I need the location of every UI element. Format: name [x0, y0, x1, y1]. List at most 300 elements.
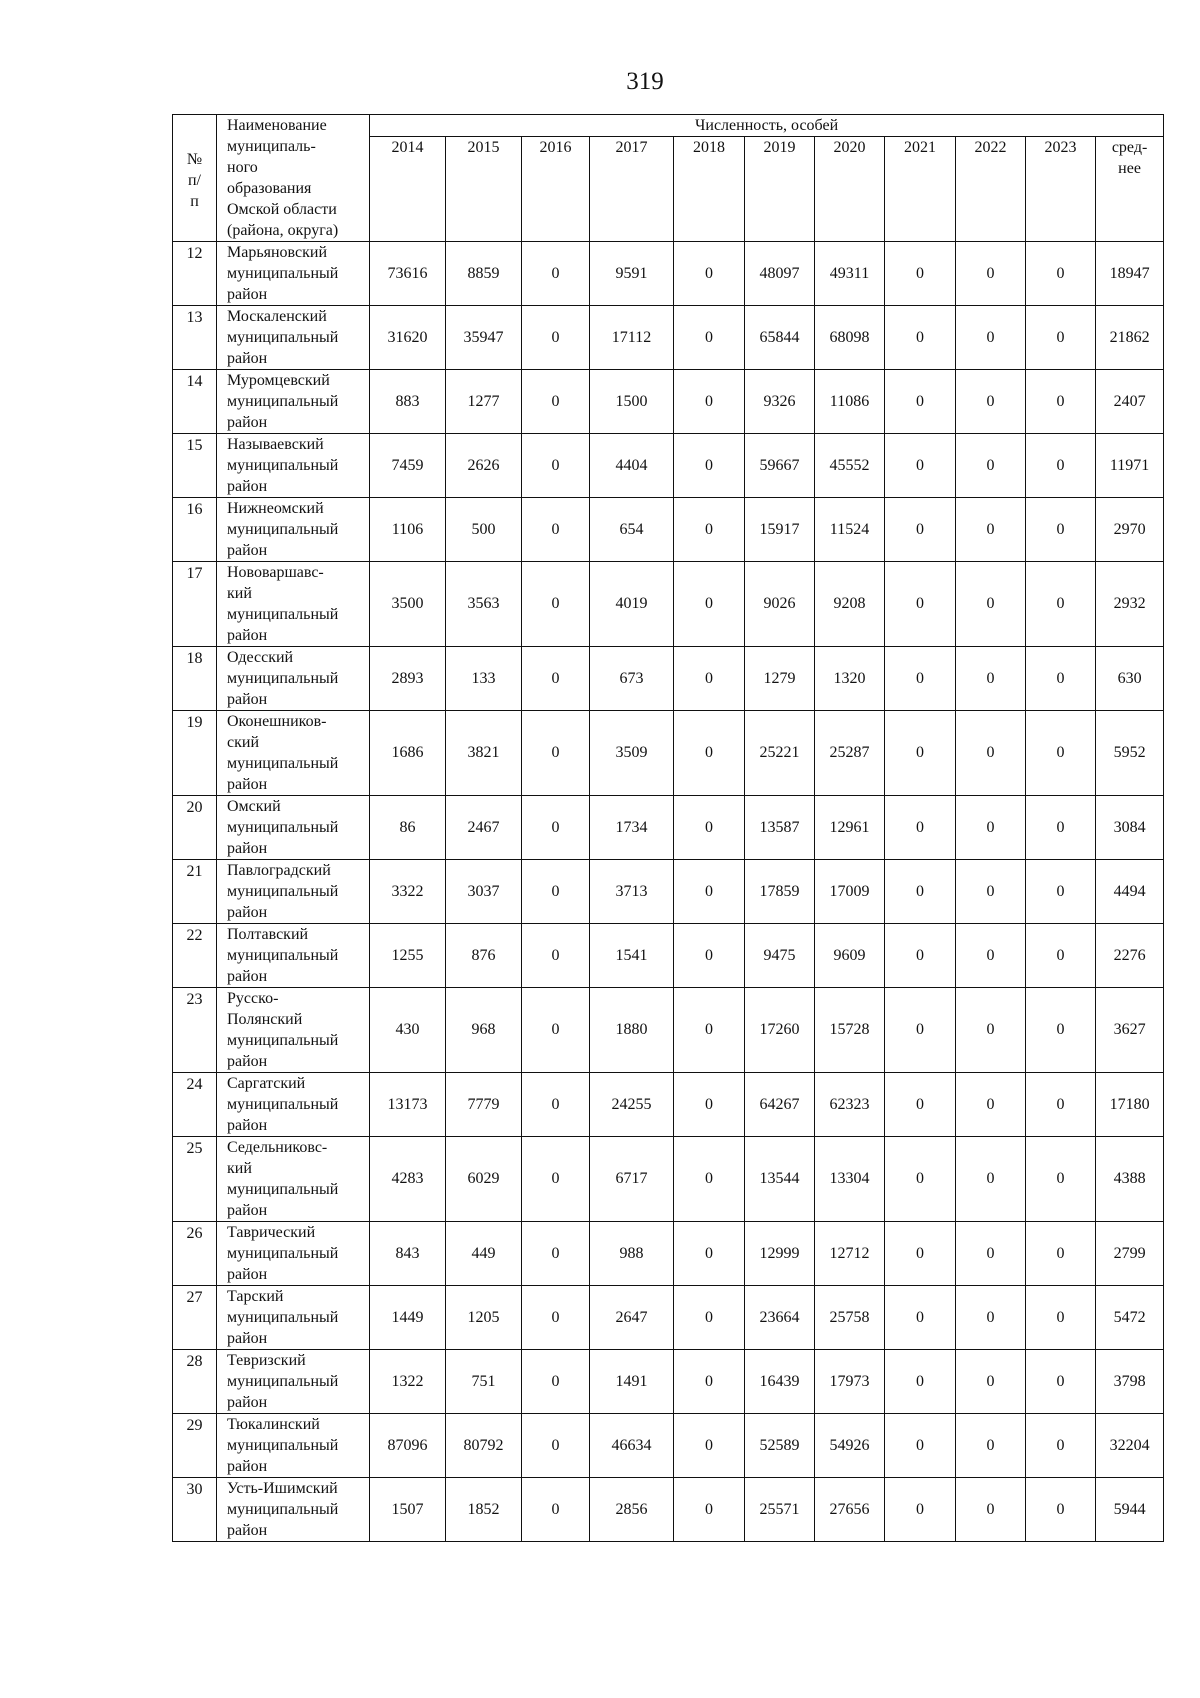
year-value: 0	[522, 370, 590, 434]
district-name-line: кий	[227, 585, 252, 602]
district-name-line: Усть-Ишимский	[227, 1480, 338, 1497]
year-value: 843	[370, 1222, 446, 1286]
district-name-line: район	[227, 350, 268, 367]
year-value: 0	[956, 434, 1026, 498]
year-value: 65844	[745, 306, 815, 370]
year-value: 7459	[370, 434, 446, 498]
table-row	[173, 562, 1164, 647]
year-value: 0	[674, 1478, 745, 1542]
district-name-line: район	[227, 776, 268, 793]
district-name-line: Муромцевский	[227, 372, 330, 389]
year-value: 0	[885, 860, 956, 924]
district-name-line: Нижнеомский	[227, 500, 324, 517]
page-number: 319	[626, 68, 664, 95]
year-value: 0	[1026, 1414, 1096, 1478]
year-value: 0	[956, 1137, 1026, 1222]
header-year: 2018	[674, 137, 745, 242]
district-name-line: Нововаршавс-	[227, 564, 324, 581]
row-number: 18	[173, 647, 217, 711]
year-value: 73616	[370, 242, 446, 306]
year-value: 3509	[590, 711, 674, 796]
year-value: 25221	[745, 711, 815, 796]
average-value: 18947	[1096, 242, 1164, 306]
year-value: 0	[674, 306, 745, 370]
year-value: 449	[446, 1222, 522, 1286]
table-row	[173, 1222, 1164, 1286]
table-row	[173, 1137, 1164, 1222]
row-number: 22	[173, 924, 217, 988]
district-name-line: муниципальный	[227, 1096, 339, 1113]
year-value: 0	[956, 988, 1026, 1073]
year-value: 11524	[815, 498, 885, 562]
year-value: 12961	[815, 796, 885, 860]
district-name	[217, 1222, 370, 1286]
year-value: 2893	[370, 647, 446, 711]
year-value: 31620	[370, 306, 446, 370]
year-value: 86	[370, 796, 446, 860]
year-value: 876	[446, 924, 522, 988]
year-value: 883	[370, 370, 446, 434]
year-value: 6029	[446, 1137, 522, 1222]
average-value: 2276	[1096, 924, 1164, 988]
header-text-line: п/	[187, 172, 201, 189]
row-number: 20	[173, 796, 217, 860]
row-number: 30	[173, 1478, 217, 1542]
year-value: 7779	[446, 1073, 522, 1137]
district-name	[217, 988, 370, 1073]
year-value: 0	[674, 1286, 745, 1350]
row-number: 25	[173, 1137, 217, 1222]
district-name-line: муниципальный	[227, 1309, 339, 1326]
year-value: 9026	[745, 562, 815, 647]
year-value: 0	[674, 1222, 745, 1286]
year-value: 9475	[745, 924, 815, 988]
table-row	[173, 242, 1164, 306]
year-value: 0	[956, 796, 1026, 860]
year-value: 4019	[590, 562, 674, 647]
year-value: 12999	[745, 1222, 815, 1286]
year-value: 0	[522, 988, 590, 1073]
year-value: 1686	[370, 711, 446, 796]
year-value: 1255	[370, 924, 446, 988]
year-value: 68098	[815, 306, 885, 370]
district-name-line: муниципальный	[227, 393, 339, 410]
year-value: 0	[1026, 1073, 1096, 1137]
district-name-line: муниципальный	[227, 819, 339, 836]
average-value: 21862	[1096, 306, 1164, 370]
table-row	[173, 370, 1164, 434]
district-name-line: район	[227, 414, 268, 431]
table-row	[173, 924, 1164, 988]
district-name-line: район	[227, 1117, 268, 1134]
year-value: 8859	[446, 242, 522, 306]
year-value: 0	[885, 1073, 956, 1137]
year-value: 0	[885, 647, 956, 711]
year-value: 0	[1026, 1286, 1096, 1350]
header-text-line: п	[190, 193, 199, 210]
district-name	[217, 924, 370, 988]
district-name-line: муниципальный	[227, 670, 339, 687]
district-name-line: район	[227, 1394, 268, 1411]
year-value: 0	[885, 924, 956, 988]
header-text-line: (района, округа)	[227, 222, 339, 239]
year-value: 0	[1026, 562, 1096, 647]
table-row	[173, 988, 1164, 1073]
year-value: 4283	[370, 1137, 446, 1222]
district-name-line: Саргатский	[227, 1075, 306, 1092]
year-value: 0	[885, 1137, 956, 1222]
header-text-line: образования	[227, 180, 312, 197]
year-value: 0	[885, 1222, 956, 1286]
year-value: 0	[522, 242, 590, 306]
district-name-line: муниципальный	[227, 329, 339, 346]
year-value: 0	[1026, 796, 1096, 860]
year-value: 3322	[370, 860, 446, 924]
year-value: 0	[522, 647, 590, 711]
year-value: 46634	[590, 1414, 674, 1478]
row-number: 26	[173, 1222, 217, 1286]
year-value: 11086	[815, 370, 885, 434]
district-name-line: муниципальный	[227, 883, 339, 900]
district-name-line: район	[227, 1330, 268, 1347]
year-value: 0	[956, 1414, 1026, 1478]
year-value: 1449	[370, 1286, 446, 1350]
year-value: 0	[956, 711, 1026, 796]
year-value: 0	[522, 1073, 590, 1137]
year-value: 751	[446, 1350, 522, 1414]
year-value: 0	[956, 924, 1026, 988]
year-value: 24255	[590, 1073, 674, 1137]
year-value: 1322	[370, 1350, 446, 1414]
table-row	[173, 796, 1164, 860]
district-name-line: район	[227, 840, 268, 857]
row-number: 12	[173, 242, 217, 306]
year-value: 0	[1026, 988, 1096, 1073]
year-value: 27656	[815, 1478, 885, 1542]
table-row	[173, 860, 1164, 924]
year-value: 3713	[590, 860, 674, 924]
district-name	[217, 796, 370, 860]
year-value: 0	[522, 498, 590, 562]
district-name	[217, 370, 370, 434]
header-year: 2014	[370, 137, 446, 242]
year-value: 0	[1026, 1478, 1096, 1542]
district-name-line: Русско-	[227, 990, 279, 1007]
year-value: 52589	[745, 1414, 815, 1478]
year-value: 0	[522, 1222, 590, 1286]
header-year: 2021	[885, 137, 956, 242]
district-name-line: муниципальный	[227, 1373, 339, 1390]
average-value: 3798	[1096, 1350, 1164, 1414]
average-value: 4388	[1096, 1137, 1164, 1222]
year-value: 1106	[370, 498, 446, 562]
year-value: 0	[522, 796, 590, 860]
district-name-line: ский	[227, 734, 259, 751]
header-year: 2017	[590, 137, 674, 242]
row-number: 14	[173, 370, 217, 434]
year-value: 0	[885, 1286, 956, 1350]
district-name-line: муниципальный	[227, 1437, 339, 1454]
year-value: 0	[956, 1073, 1026, 1137]
year-value: 0	[1026, 1350, 1096, 1414]
district-name-line: муниципальный	[227, 265, 339, 282]
year-value: 17009	[815, 860, 885, 924]
year-value: 0	[1026, 711, 1096, 796]
year-value: 0	[885, 988, 956, 1073]
year-value: 0	[956, 370, 1026, 434]
district-name	[217, 1137, 370, 1222]
year-value: 133	[446, 647, 522, 711]
year-value: 6717	[590, 1137, 674, 1222]
header-text-line: №	[186, 151, 203, 168]
year-value: 0	[522, 1414, 590, 1478]
header-year: 2022	[956, 137, 1026, 242]
year-value: 0	[522, 1478, 590, 1542]
row-number: 27	[173, 1286, 217, 1350]
year-value: 2467	[446, 796, 522, 860]
district-name-line: Полтавский	[227, 926, 309, 943]
row-number: 19	[173, 711, 217, 796]
year-value: 17260	[745, 988, 815, 1073]
year-value: 0	[522, 434, 590, 498]
year-value: 9609	[815, 924, 885, 988]
average-value: 32204	[1096, 1414, 1164, 1478]
district-name-line: Тевризский	[227, 1352, 306, 1369]
year-value: 0	[674, 370, 745, 434]
year-value: 17112	[590, 306, 674, 370]
row-number: 13	[173, 306, 217, 370]
year-value: 16439	[745, 1350, 815, 1414]
year-value: 0	[1026, 647, 1096, 711]
year-value: 1507	[370, 1478, 446, 1542]
average-value: 5952	[1096, 711, 1164, 796]
year-value: 25287	[815, 711, 885, 796]
district-name-line: район	[227, 1522, 268, 1539]
year-value: 80792	[446, 1414, 522, 1478]
header-number-column	[173, 115, 217, 242]
table-row	[173, 306, 1164, 370]
row-number: 29	[173, 1414, 217, 1478]
year-value: 0	[1026, 242, 1096, 306]
table-row	[173, 434, 1164, 498]
year-value: 15917	[745, 498, 815, 562]
year-value: 0	[885, 711, 956, 796]
year-value: 54926	[815, 1414, 885, 1478]
district-name-line: муниципальный	[227, 1181, 339, 1198]
year-value: 0	[1026, 1137, 1096, 1222]
district-name	[217, 306, 370, 370]
year-value: 9591	[590, 242, 674, 306]
year-value: 0	[1026, 306, 1096, 370]
district-name-line: район	[227, 1266, 268, 1283]
average-value: 5944	[1096, 1478, 1164, 1542]
district-name	[217, 1286, 370, 1350]
year-value: 0	[674, 924, 745, 988]
year-value: 0	[956, 1286, 1026, 1350]
average-value: 3627	[1096, 988, 1164, 1073]
district-name-line: район	[227, 542, 268, 559]
district-name-line: Павлоградский	[227, 862, 331, 879]
year-value: 0	[1026, 924, 1096, 988]
year-value: 0	[956, 647, 1026, 711]
year-value: 500	[446, 498, 522, 562]
year-value: 48097	[745, 242, 815, 306]
table-row	[173, 1350, 1164, 1414]
row-number: 16	[173, 498, 217, 562]
table-body	[173, 242, 1164, 1542]
year-value: 0	[674, 434, 745, 498]
district-name	[217, 434, 370, 498]
year-value: 0	[674, 647, 745, 711]
year-value: 0	[522, 1350, 590, 1414]
header-name-column	[217, 115, 370, 242]
district-name-line: муниципальный	[227, 1032, 339, 1049]
year-value: 0	[674, 1414, 745, 1478]
year-value: 0	[674, 1073, 745, 1137]
year-value: 0	[885, 1350, 956, 1414]
year-value: 1205	[446, 1286, 522, 1350]
year-value: 0	[956, 242, 1026, 306]
year-value: 0	[885, 242, 956, 306]
district-name-line: район	[227, 286, 268, 303]
year-value: 0	[885, 1414, 956, 1478]
year-value: 3037	[446, 860, 522, 924]
year-value: 430	[370, 988, 446, 1073]
district-name-line: район	[227, 1202, 268, 1219]
district-name-line: Тюкалинский	[227, 1416, 320, 1433]
year-value: 0	[1026, 434, 1096, 498]
district-name-line: Одесский	[227, 649, 294, 666]
year-value: 0	[674, 988, 745, 1073]
year-value: 0	[674, 498, 745, 562]
header-year: 2019	[745, 137, 815, 242]
average-value: 2932	[1096, 562, 1164, 647]
district-name	[217, 647, 370, 711]
header-text-line: муниципаль-	[227, 138, 316, 155]
year-value: 45552	[815, 434, 885, 498]
year-value: 0	[1026, 1222, 1096, 1286]
district-name-line: кий	[227, 1160, 252, 1177]
year-value: 0	[674, 711, 745, 796]
year-value: 25758	[815, 1286, 885, 1350]
table-row	[173, 1286, 1164, 1350]
year-value: 0	[956, 1478, 1026, 1542]
header-year: 2016	[522, 137, 590, 242]
header-year: 2015	[446, 137, 522, 242]
year-value: 0	[1026, 860, 1096, 924]
header-text-line: нее	[1118, 160, 1141, 177]
year-value: 0	[522, 924, 590, 988]
year-value: 0	[885, 370, 956, 434]
district-name-line: муниципальный	[227, 457, 339, 474]
district-name-line: район	[227, 1458, 268, 1475]
district-name	[217, 1350, 370, 1414]
year-value: 673	[590, 647, 674, 711]
header-text-line: сред-	[1111, 139, 1148, 156]
district-name	[217, 562, 370, 647]
year-value: 0	[674, 1137, 745, 1222]
year-value: 0	[885, 306, 956, 370]
district-name-line: Таврический	[227, 1224, 316, 1241]
year-value: 0	[522, 1286, 590, 1350]
year-value: 1500	[590, 370, 674, 434]
district-name-line: муниципальный	[227, 947, 339, 964]
year-value: 0	[956, 562, 1026, 647]
year-value: 9208	[815, 562, 885, 647]
table-row	[173, 1414, 1164, 1478]
year-value: 0	[522, 711, 590, 796]
average-value: 2407	[1096, 370, 1164, 434]
header-year: 2023	[1026, 137, 1096, 242]
year-value: 2647	[590, 1286, 674, 1350]
average-value: 11971	[1096, 434, 1164, 498]
average-value: 2970	[1096, 498, 1164, 562]
year-value: 1541	[590, 924, 674, 988]
year-value: 0	[674, 242, 745, 306]
year-value: 1852	[446, 1478, 522, 1542]
year-value: 0	[885, 434, 956, 498]
district-name-line: район	[227, 691, 268, 708]
year-value: 87096	[370, 1414, 446, 1478]
row-number: 15	[173, 434, 217, 498]
year-value: 0	[1026, 370, 1096, 434]
year-value: 12712	[815, 1222, 885, 1286]
district-name-line: Тарский	[227, 1288, 284, 1305]
district-name-line: Марьяновский	[227, 244, 328, 261]
district-name-line: район	[227, 1053, 268, 1070]
year-value: 0	[674, 796, 745, 860]
year-value: 2856	[590, 1478, 674, 1542]
district-name-line: Москаленский	[227, 308, 327, 325]
district-name	[217, 498, 370, 562]
row-number: 23	[173, 988, 217, 1073]
row-number: 17	[173, 562, 217, 647]
table-row	[173, 1478, 1164, 1542]
average-value: 17180	[1096, 1073, 1164, 1137]
year-value: 988	[590, 1222, 674, 1286]
district-name-line: район	[227, 904, 268, 921]
year-value: 59667	[745, 434, 815, 498]
district-name-line: Омский	[227, 798, 281, 815]
table-row	[173, 498, 1164, 562]
year-value: 968	[446, 988, 522, 1073]
year-value: 15728	[815, 988, 885, 1073]
header-group-title: Численность, особей	[370, 115, 1164, 137]
year-value: 13544	[745, 1137, 815, 1222]
row-number: 21	[173, 860, 217, 924]
year-value: 35947	[446, 306, 522, 370]
year-value: 0	[522, 860, 590, 924]
year-value: 17973	[815, 1350, 885, 1414]
district-name-line: Полянский	[227, 1011, 303, 1028]
row-number: 24	[173, 1073, 217, 1137]
population-table	[172, 114, 1164, 1542]
year-value: 1320	[815, 647, 885, 711]
district-name	[217, 1414, 370, 1478]
district-name-line: муниципальный	[227, 606, 339, 623]
year-value: 0	[885, 1478, 956, 1542]
district-name-line: район	[227, 627, 268, 644]
district-name	[217, 1073, 370, 1137]
district-name-line: муниципальный	[227, 1501, 339, 1518]
average-value: 4494	[1096, 860, 1164, 924]
year-value: 1880	[590, 988, 674, 1073]
district-name	[217, 1478, 370, 1542]
year-value: 49311	[815, 242, 885, 306]
header-text-line: ного	[227, 159, 258, 176]
year-value: 1734	[590, 796, 674, 860]
year-value: 64267	[745, 1073, 815, 1137]
